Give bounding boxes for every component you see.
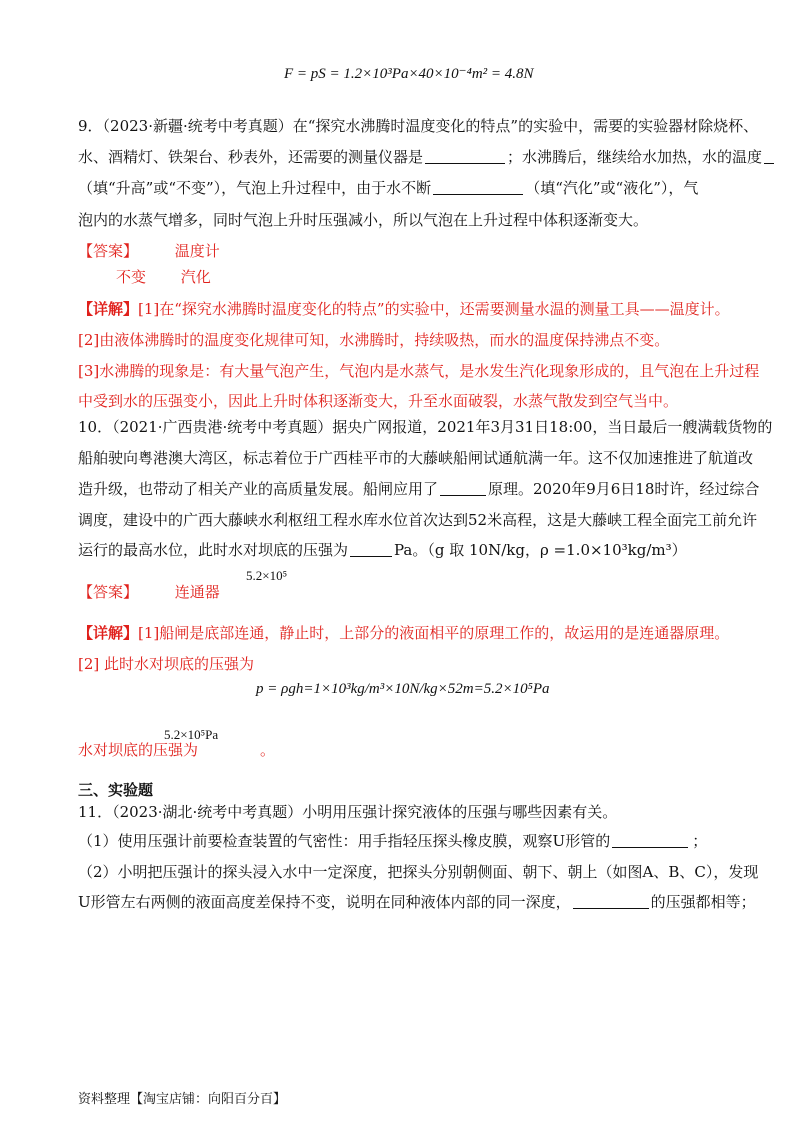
q10-line-5 bbox=[78, 540, 687, 560]
q10-blank-2 bbox=[350, 542, 392, 557]
q11-blank-1 bbox=[612, 833, 688, 848]
q11-line-1: 11．（2023·湖北·统考中考真题）小明用压强计探究液体的压强与哪些因素有关。 bbox=[78, 803, 618, 821]
q9-answer-row-2 bbox=[116, 267, 211, 287]
q9-blank-3 bbox=[433, 180, 523, 195]
q10-blank-1 bbox=[440, 481, 486, 496]
q10-line-1: 10．（2021·广西贵港·统考中考真题）据央广网报道，2021年3月31日18:00，当日最后一艘满载货物的 bbox=[78, 418, 773, 436]
q10-detail-1 bbox=[78, 623, 729, 643]
q9-detail-1 bbox=[78, 299, 730, 319]
q10-line-5b: Pa。（g 取 10N/kg，ρ =1.0×10³kg/m³） bbox=[394, 541, 687, 559]
q10-detail-3 bbox=[78, 740, 275, 760]
q10-answer-2: 5.2×10⁵ bbox=[246, 568, 288, 583]
q10-line-3 bbox=[78, 479, 759, 499]
q9-detail-3: [3]水沸腾的现象是：有大量气泡产生，气泡内是水蒸气，是水发生汽化现象形成的，且气泡在上升过程 bbox=[78, 362, 760, 380]
q11-line-4a: U形管左右两侧的液面高度差保持不变，说明在同种液体内部的同一深度， bbox=[78, 893, 571, 911]
q9-line-2a: 水、酒精灯、铁架台、秒表外，还需要的测量仪器是 bbox=[78, 148, 424, 166]
q10-formula: p = ρgh=1×10³kg/m³×10N/kg×52m=5.2×10⁵Pa bbox=[256, 681, 550, 697]
q9-line-3a: （填“升高”或“不变”），气泡上升过程中，由于水不断 bbox=[78, 179, 432, 197]
q9-line-4: 泡内的水蒸气增多，同时气泡上升时压强减小，所以气泡在上升过程中体积逐渐变大。 bbox=[78, 211, 649, 229]
q9-blank-1 bbox=[425, 149, 505, 164]
q10-answer-label: 【答案】 bbox=[78, 583, 139, 601]
q11-blank-2 bbox=[573, 894, 649, 909]
q9-line-2b: ；水沸腾后，继续给水加热，水的温度 bbox=[507, 148, 763, 166]
q9-answer bbox=[78, 241, 220, 261]
q9-blank-2 bbox=[764, 149, 774, 164]
q9-line-2 bbox=[78, 147, 776, 167]
q10-line-2: 船舶驶向粤港澳大湾区，标志着位于广西桂平市的大藤峡船闸试通航满一年。这不仅加速推进了航道改 bbox=[78, 449, 754, 467]
q9-line-3 bbox=[78, 178, 698, 198]
q11-line-3: （2）小明把压强计的探头浸入水中一定深度，把探头分别朝侧面、朝下、朝上（如图A、B、C），发现 bbox=[78, 863, 759, 881]
formula-top: F = pS = 1.2×10³Pa×40×10⁻⁴m² = 4.8N bbox=[284, 66, 534, 82]
q9-answer-2: 不变 bbox=[116, 268, 147, 286]
q10-detail-3-value: 5.2×10⁵Pa bbox=[164, 727, 219, 742]
q11-line-4 bbox=[78, 892, 756, 912]
q10-line-3a: 造升级，也带动了相关产业的高质量发展。船闸应用了 bbox=[78, 480, 439, 498]
q10-answer bbox=[78, 582, 220, 602]
q10-line-5a: 运行的最高水位，此时水对坝底的压强为 bbox=[78, 541, 349, 559]
q10-detail-3a: 水对坝底的压强为 bbox=[78, 741, 199, 759]
q10-answer-1: 连通器 bbox=[174, 583, 220, 601]
q9-detail-1-text: [1]在“探究水沸腾时温度变化的特点”的实验中，还需要测量水温的测量工具——温度计。 bbox=[138, 300, 730, 318]
footer-source: 资料整理【淘宝店铺：向阳百分百】 bbox=[78, 1092, 287, 1107]
q9-detail-4: 中受到水的压强变小，因此上升时体积逐渐变大，升至水面破裂，水蒸气散发到空气当中。 bbox=[78, 392, 679, 410]
q10-line-3b: 原理。2020年9月6日18时许，经过综合 bbox=[488, 480, 760, 498]
q9-line-3b: （填“汽化”或“液化”），气 bbox=[525, 179, 699, 197]
q11-line-2a: （1）使用压强计前要检查装置的气密性：用手指轻压探头橡皮膜，观察U形管的 bbox=[78, 832, 611, 850]
q9-detail-2: [2]由液体沸腾时的温度变化规律可知，水沸腾时，持续吸热，而水的温度保持沸点不变。 bbox=[78, 331, 670, 349]
q9-answer-label: 【答案】 bbox=[78, 242, 139, 260]
section-title: 三、实验题 bbox=[78, 781, 154, 799]
q10-detail-3b: 。 bbox=[260, 741, 276, 759]
q11-line-2 bbox=[78, 831, 707, 851]
q10-detail-label: 【详解】 bbox=[78, 624, 139, 642]
q11-line-4b: 的压强都相等； bbox=[650, 893, 756, 911]
q9-answer-1: 温度计 bbox=[174, 242, 220, 260]
q10-detail-1-text: [1]船闸是底部连通，静止时，上部分的液面相平的原理工作的，故运用的是连通器原理。 bbox=[138, 624, 730, 642]
q9-line-1: 9．（2023·新疆·统考中考真题）在“探究水沸腾时温度变化的特点”的实验中，需要的实验器材除烧杯、 bbox=[78, 117, 759, 135]
q10-line-4: 调度，建设中的广西大藤峡水利枢纽工程水库水位首次达到52米高程，这是大藤峡工程全面完工前允许 bbox=[78, 511, 758, 529]
q10-detail-2: [2] 此时水对坝底的压强为 bbox=[78, 655, 255, 673]
q9-answer-3: 汽化 bbox=[180, 268, 211, 286]
q11-line-2b: ； bbox=[692, 832, 708, 850]
q9-detail-label: 【详解】 bbox=[78, 300, 139, 318]
